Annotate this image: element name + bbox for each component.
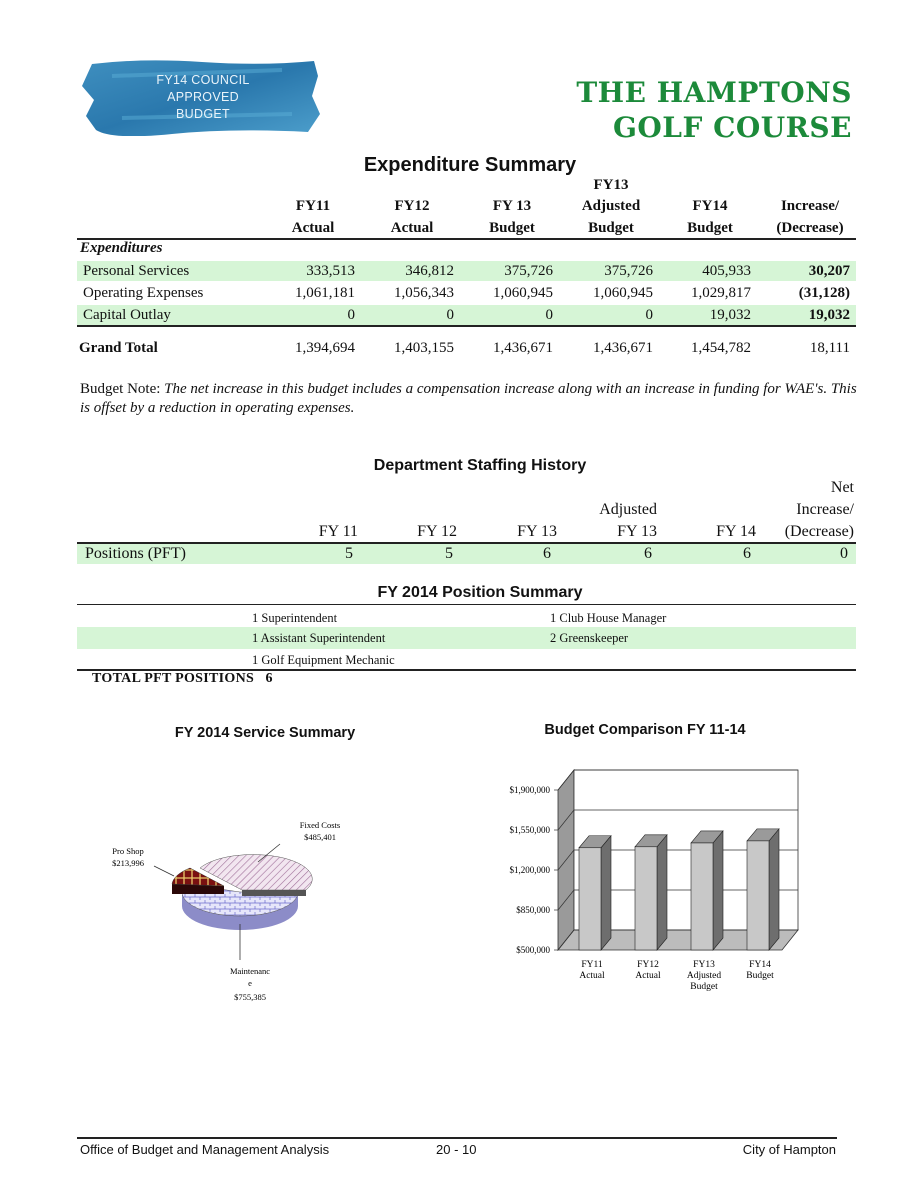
x-tick-label: Budget bbox=[690, 982, 718, 992]
column-header: Adjusted bbox=[599, 501, 657, 518]
positions-value: 6 bbox=[644, 545, 652, 562]
table-cell: 1,029,817 bbox=[691, 285, 751, 301]
position-row-3 bbox=[77, 652, 856, 668]
table-cell: 18,111 bbox=[809, 340, 850, 356]
table-cell: 0 bbox=[545, 307, 553, 323]
table-cell: 1,454,782 bbox=[691, 340, 751, 356]
column-header: FY13 bbox=[593, 177, 629, 193]
x-tick-label: FY13 bbox=[693, 960, 715, 970]
table-row bbox=[77, 283, 856, 303]
x-tick-label: FY12 bbox=[637, 960, 659, 970]
service-summary-title: FY 2014 Service Summary bbox=[174, 725, 356, 741]
pie-label-maint-name: Maintenanc bbox=[229, 966, 271, 976]
positions-value: 0 bbox=[840, 545, 848, 562]
table-cell: 1,056,343 bbox=[394, 285, 454, 301]
department-title-line-2: GOLF COURSE bbox=[612, 111, 852, 144]
column-header: FY11 bbox=[295, 198, 331, 214]
pie-label-maint-name-cont: e bbox=[248, 978, 252, 988]
position-item: 2 Greenskeeper bbox=[550, 631, 629, 645]
y-tick-label: $1,200,000 bbox=[509, 865, 550, 875]
column-header: FY14 bbox=[692, 198, 728, 214]
column-header: Budget bbox=[687, 220, 733, 236]
column-header: FY 13 bbox=[517, 523, 557, 540]
x-tick-label: FY14 bbox=[749, 960, 771, 970]
positions-value: 5 bbox=[345, 545, 353, 562]
badge-line-2: APPROVED bbox=[167, 90, 239, 104]
column-header: FY 13 bbox=[492, 198, 532, 214]
table-cell: 0 bbox=[446, 307, 454, 323]
positions-value: 6 bbox=[743, 545, 751, 562]
bar-side bbox=[713, 831, 723, 950]
service-summary-pie-chart bbox=[100, 810, 360, 1010]
table-cell: 30,207 bbox=[808, 263, 850, 279]
table-cell: 375,726 bbox=[604, 263, 653, 279]
positions-row bbox=[77, 544, 856, 564]
badge-line-1: FY14 COUNCIL bbox=[156, 73, 250, 87]
budget-note-label: Budget Note: bbox=[80, 381, 161, 397]
column-header: Net bbox=[830, 479, 854, 496]
column-header: FY 12 bbox=[417, 523, 457, 540]
position-row-1 bbox=[77, 610, 856, 626]
table-cell: 1,060,945 bbox=[493, 285, 553, 301]
column-header: Actual bbox=[291, 220, 335, 236]
footer-left: Office of Budget and Management Analysis bbox=[80, 1142, 330, 1157]
footer-page-number: 20 - 10 bbox=[436, 1142, 477, 1157]
row-label: Operating Expenses bbox=[83, 285, 204, 301]
table-row bbox=[77, 305, 856, 325]
footer-right: City of Hampton bbox=[742, 1142, 836, 1157]
y-tick-label: $850,000 bbox=[516, 905, 550, 915]
table-cell: 1,060,945 bbox=[593, 285, 653, 301]
position-item: 1 Assistant Superintendent bbox=[252, 631, 386, 645]
table-cell: 333,513 bbox=[306, 263, 355, 279]
table-cell: 1,061,181 bbox=[295, 285, 355, 301]
table-cell: 19,032 bbox=[808, 307, 850, 323]
x-tick-label: Actual bbox=[635, 971, 661, 981]
table-cell: 0 bbox=[645, 307, 653, 323]
column-header: Budget bbox=[588, 220, 634, 236]
positions-value: 6 bbox=[543, 545, 551, 562]
positions-value: 5 bbox=[445, 545, 453, 562]
table-cell: 1,436,671 bbox=[493, 340, 553, 356]
total-pft-positions bbox=[92, 671, 273, 687]
position-item: 1 Golf Equipment Mechanic bbox=[252, 653, 395, 667]
table-cell: 405,933 bbox=[702, 263, 751, 279]
column-header: (Decrease) bbox=[784, 523, 854, 540]
footer-rule bbox=[77, 1137, 837, 1139]
y-tick-label: $1,900,000 bbox=[509, 785, 550, 795]
bar-side bbox=[601, 836, 611, 950]
bar bbox=[691, 843, 713, 950]
divider bbox=[77, 325, 856, 327]
grand-total-label: Grand Total bbox=[79, 340, 158, 356]
table-cell: 1,436,671 bbox=[593, 340, 653, 356]
badge-text bbox=[118, 72, 288, 123]
divider bbox=[77, 604, 856, 605]
position-item: 1 Club House Manager bbox=[550, 611, 667, 625]
row-label: Personal Services bbox=[83, 263, 190, 279]
table-cell: 1,403,155 bbox=[394, 340, 454, 356]
budget-note-text: The net increase in this budget includes a compensation increase along with an increase in funding for WAE's. This is offset by a reduction in operating expenses. bbox=[80, 381, 857, 416]
x-tick-label: Adjusted bbox=[686, 971, 722, 981]
pie-label-pro-value: $213,996 bbox=[112, 858, 144, 868]
row-label: Capital Outlay bbox=[83, 307, 171, 323]
pie-label-pro-name: Pro Shop bbox=[112, 846, 144, 856]
table-cell: 19,032 bbox=[709, 307, 751, 323]
bar bbox=[747, 841, 769, 950]
budget-comparison-title: Budget Comparison FY 11-14 bbox=[544, 722, 746, 738]
expenditure-summary-title: Expenditure Summary bbox=[363, 154, 577, 176]
y-tick-label: $500,000 bbox=[516, 945, 550, 955]
table-cell: (31,128) bbox=[798, 285, 850, 301]
table-row bbox=[77, 338, 856, 358]
divider bbox=[77, 238, 856, 240]
department-title-line-1: THE HAMPTONS bbox=[576, 76, 852, 109]
column-header: FY 14 bbox=[716, 523, 756, 540]
position-item: 1 Superintendent bbox=[252, 611, 338, 625]
badge-line-3: BUDGET bbox=[176, 107, 230, 121]
pie-label-fixed-value: $485,401 bbox=[304, 832, 336, 842]
position-row-2 bbox=[77, 627, 856, 649]
bar bbox=[635, 847, 657, 950]
total-pft-value: 6 bbox=[265, 671, 273, 686]
x-tick-label: Actual bbox=[579, 971, 605, 981]
x-tick-label: FY11 bbox=[581, 960, 603, 970]
leader-line bbox=[154, 866, 174, 876]
budget-note bbox=[80, 380, 860, 418]
column-header: Actual bbox=[390, 220, 434, 236]
column-header: (Decrease) bbox=[776, 220, 844, 236]
column-header: Adjusted bbox=[581, 198, 641, 214]
pie-label-fixed-name: Fixed Costs bbox=[299, 820, 341, 830]
column-header: Increase/ bbox=[780, 198, 840, 214]
bar-side bbox=[769, 829, 779, 950]
expenditures-section-label: Expenditures bbox=[80, 240, 163, 256]
bar-side bbox=[657, 835, 667, 950]
table-cell: 375,726 bbox=[504, 263, 553, 279]
y-tick-label: $1,550,000 bbox=[509, 825, 550, 835]
staffing-history-title: Department Staffing History bbox=[373, 457, 587, 474]
positions-label: Positions (PFT) bbox=[85, 545, 186, 562]
total-pft-label: TOTAL PFT POSITIONS bbox=[92, 671, 255, 686]
position-summary-title: FY 2014 Position Summary bbox=[377, 584, 583, 601]
x-tick-label: Budget bbox=[746, 971, 774, 981]
column-header: FY12 bbox=[394, 198, 430, 214]
column-header: FY 13 bbox=[617, 523, 657, 540]
bar bbox=[579, 848, 601, 950]
pie-label-maint-value: $755,385 bbox=[234, 992, 266, 1002]
column-header: FY 11 bbox=[318, 523, 358, 540]
table-cell: 0 bbox=[347, 307, 355, 323]
table-cell: 1,394,694 bbox=[295, 340, 355, 356]
column-header: Increase/ bbox=[796, 501, 854, 518]
column-header: Budget bbox=[489, 220, 535, 236]
table-row bbox=[77, 261, 856, 281]
budget-comparison-bar-chart bbox=[460, 755, 820, 1015]
table-cell: 346,812 bbox=[405, 263, 454, 279]
